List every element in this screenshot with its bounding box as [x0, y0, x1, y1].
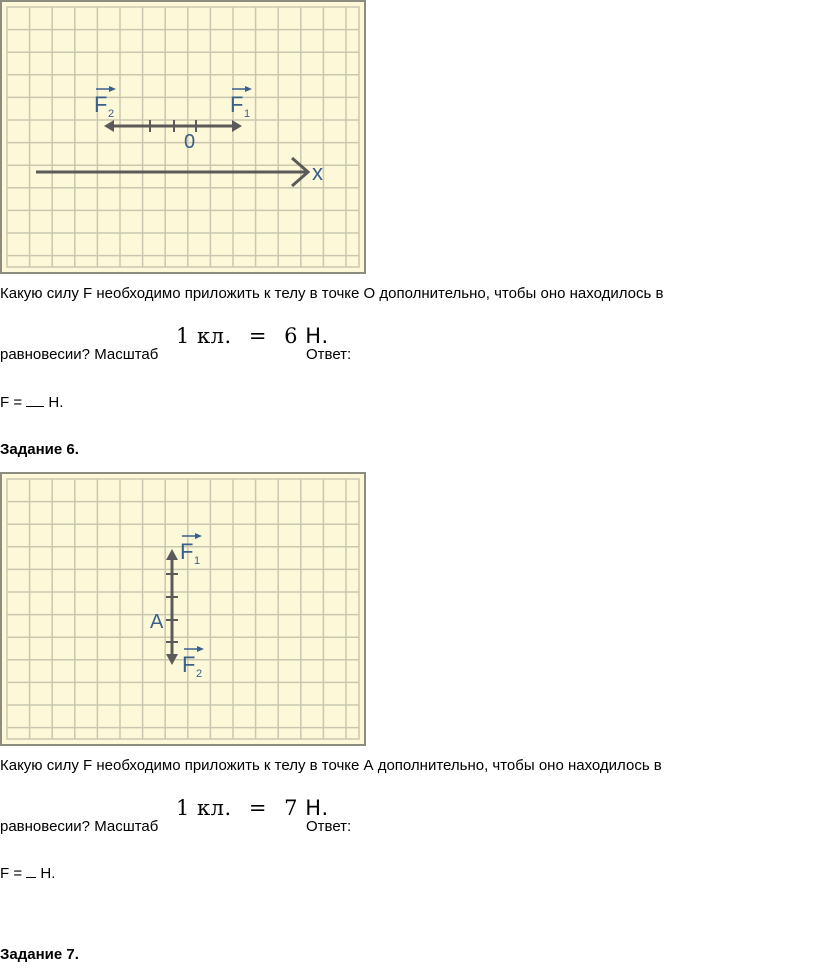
- task6-question-line1: Какую силу F необходимо приложить к телу в точке А дополнительно, чтобы оно находилось в: [0, 757, 662, 774]
- f1-subscript: 1: [244, 108, 251, 120]
- f2-subscript: 2: [108, 108, 115, 120]
- x-axis-label: x: [312, 160, 323, 185]
- scale-value: 6: [284, 324, 299, 348]
- task7-heading: Задание 7.: [0, 946, 79, 963]
- answer-suffix: Н.: [44, 394, 64, 411]
- scale-unit: Н.: [305, 796, 329, 820]
- task5-answer-line: [0, 394, 63, 412]
- point-a-label: А: [150, 611, 164, 633]
- origin-label: 0: [184, 131, 196, 153]
- task6-heading: Задание 6.: [0, 441, 79, 458]
- task6-figure: [0, 472, 366, 746]
- grid-frame: [1, 473, 365, 745]
- scale-left: 1 кл.: [176, 324, 232, 348]
- answer-blank: [26, 877, 36, 878]
- f2-letter: F: [182, 652, 196, 677]
- task5-figure: [0, 0, 366, 274]
- scale-eq: =: [248, 796, 267, 820]
- task6-grid-diagram: [0, 472, 366, 746]
- scale-left: 1 кл.: [176, 796, 232, 820]
- f2-letter: F: [94, 92, 108, 117]
- task5-question-line2: равновесии? Масштаб: [0, 346, 159, 363]
- scale-eq: =: [248, 324, 267, 348]
- task6-answer-label: Ответ:: [306, 818, 352, 835]
- task5-scale-formula: [176, 324, 329, 348]
- task6-question-line2: равновесии? Масштаб: [0, 818, 159, 835]
- answer-blank: [26, 406, 44, 407]
- task5-grid-diagram: [0, 0, 366, 274]
- f2-subscript: 2: [196, 668, 203, 680]
- grid-frame: [1, 1, 365, 273]
- scale-value: 7: [284, 796, 299, 820]
- scale-unit: Н.: [305, 324, 329, 348]
- task5-question-line1: Какую силу F необходимо приложить к телу в точке О дополнительно, чтобы оно находилось в: [0, 285, 664, 302]
- f1-subscript: 1: [194, 555, 201, 567]
- answer-prefix: F =: [0, 865, 27, 882]
- f1-letter: F: [230, 92, 244, 117]
- task6-answer-line: [0, 865, 55, 883]
- task6-scale-formula: [176, 796, 329, 820]
- f1-letter: F: [180, 539, 194, 564]
- answer-prefix: F =: [0, 394, 27, 411]
- task5-answer-label: Ответ:: [306, 346, 352, 363]
- answer-suffix: Н.: [36, 865, 56, 882]
